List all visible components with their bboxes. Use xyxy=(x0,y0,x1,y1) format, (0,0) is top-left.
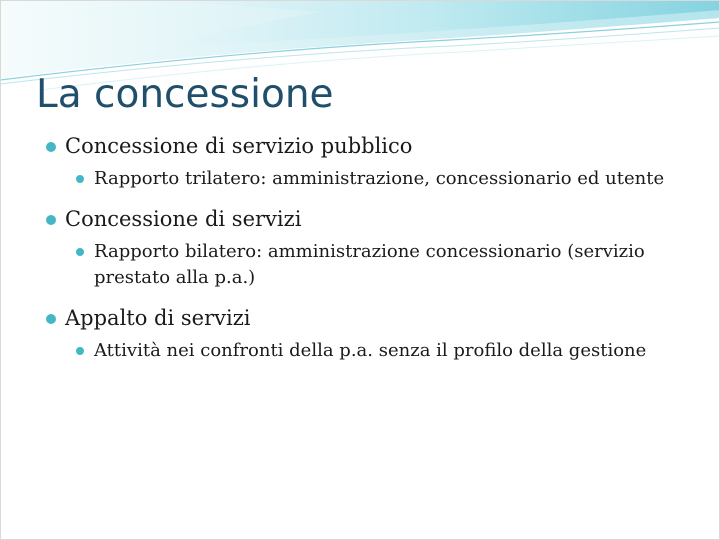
sub-bullet-text: Rapporto trilatero: amministrazione, concessionario ed utente xyxy=(94,168,665,189)
bullet-text: Concessione di servizio pubblico xyxy=(65,134,413,158)
sub-bullet-text: Rapporto bilatero: amministrazione concessionario (servizio prestato alla p.a.) xyxy=(94,241,645,288)
sub-bullet-text: Attività nei confronti della p.a. senza il profilo della gestione xyxy=(94,340,647,361)
bullet-text: Concessione di servizi xyxy=(65,207,302,231)
slide-title: La concessione xyxy=(36,72,334,117)
bullet-text: Appalto di servizi xyxy=(65,306,251,330)
